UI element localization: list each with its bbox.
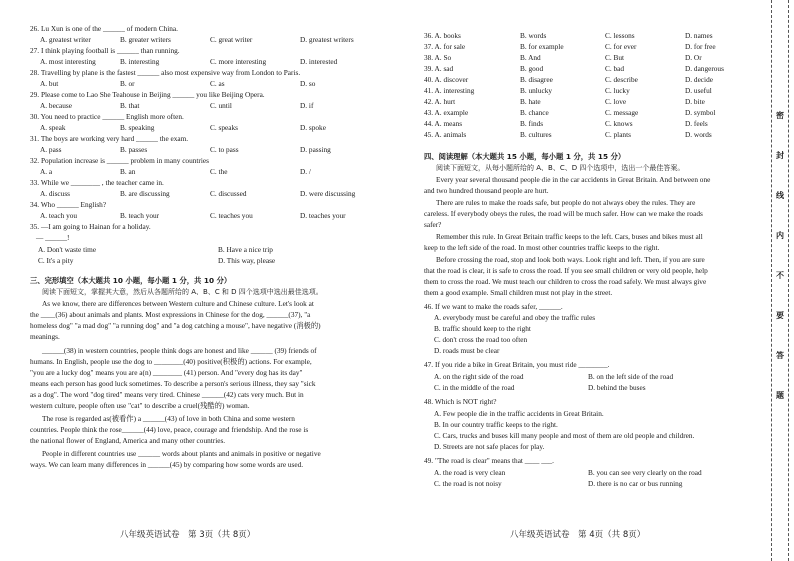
q33-option-a: A. discuss [40, 189, 70, 198]
q48-option-b: B. In our country traffic keeps to the right. [434, 420, 558, 429]
q29-option-d: D. if [300, 101, 314, 110]
section3-title: 三、完形填空（本大题共 10 小题，每小题 1 分，共 10 分） [30, 276, 232, 285]
left-page [0, 0, 395, 561]
q34-stem: 34. Who ______ English? [30, 200, 107, 209]
q35-stem-reply: — ______! [36, 233, 70, 242]
q33-option-b: B. are discussing [120, 189, 170, 198]
q26-option-d: D. greatest writers [300, 35, 354, 44]
q30-option-b: B. speaking [120, 123, 155, 132]
q26-option-c: C. great writer [210, 35, 253, 44]
cloze-option: B. disagree [520, 75, 553, 84]
cloze-option: C. But [605, 53, 625, 62]
cloze-line: As we know, there are differences between Western culture and Chinese culture. Let's look at [42, 299, 314, 308]
q49-stem: 49. "The road is clear" means that ____ ___. [424, 456, 554, 465]
seal-label: 封 [776, 151, 784, 160]
seal-label: 密 [776, 111, 784, 120]
q35-option-a: A. Don't waste time [38, 245, 97, 254]
right-page [400, 0, 765, 561]
passage-line: that the road is clear, it is safe to cross the road. If you see small children or very old people, help [424, 266, 708, 275]
q29-option-c: C. until [210, 101, 232, 110]
q28-option-d: D. so [300, 79, 316, 88]
section4-instructions: 阅读下面短文，从每小题所给的 A、B、C、D 四个选项中，选出一个最佳答案。 [436, 164, 685, 172]
cloze-line: "you are a lucky dog" means you are a(n) ________ (41) person. And "every dog has its day" [30, 368, 303, 377]
cloze-option: 38. A. So [424, 53, 452, 62]
seal-line [771, 0, 772, 561]
cloze-option: 36. A. books [424, 31, 461, 40]
q26-option-b: B. greater writers [120, 35, 171, 44]
q30-option-a: A. speak [40, 123, 66, 132]
passage-line: them to cross the road. We must teach our children to cross the road safely. We must always give [424, 277, 707, 286]
q29-option-a: A. because [40, 101, 73, 110]
q34-option-b: B. teach your [120, 211, 160, 220]
q34-option-a: A. teach you [40, 211, 78, 220]
cloze-line: western culture, people often use "cat" to describe a cruel(残酷的) woman. [30, 401, 250, 410]
q46-stem: 46. If we want to make the roads safer, ______. [424, 302, 563, 311]
q35-stem: 35. —I am going to Hainan for a holiday. [30, 222, 151, 231]
cloze-option: B. chance [520, 108, 549, 117]
q35-option-c: C. It's a pity [38, 256, 74, 265]
passage-line: them a good example. Small children must not play in the street. [424, 288, 613, 297]
cloze-option: D. words [685, 130, 712, 139]
cloze-line: People in different countries use ______ words about plants and animals in positive or negative [42, 449, 321, 458]
q26-stem: 26. Lu Xun is one of the ______ of modern China. [30, 24, 178, 33]
cloze-option: C. lucky [605, 86, 630, 95]
q27-stem: 27. I think playing football is ______ than running. [30, 46, 180, 55]
q32-stem: 32. Population increase is ______ problem in many countries [30, 156, 209, 165]
q48-option-c: C. Cars, trucks and buses kill many people and most of them are old people and children. [434, 431, 695, 440]
cloze-line: homeless dog" "a mad dog" "a running dog" and "a dog catching a mouse", have negative (消极的) [30, 321, 321, 330]
q49-option-c: C. the road is not noisy [434, 479, 502, 488]
cloze-option: D. symbol [685, 108, 716, 117]
q31-option-d: D. passing [300, 145, 331, 154]
passage-line: and two hundred thousand people are hurt. [424, 186, 549, 195]
cloze-line: as a dog". The word "dog tired" means very tired. Chinese ______(42) cats very much. But in [30, 390, 304, 399]
q28-option-c: C. as [210, 79, 225, 88]
q48-option-a: A. Few people die in the traffic accidents in Great Britain. [434, 409, 604, 418]
passage-line: keep to the left side of the road. In most other countries traffic keeps to the right. [424, 243, 660, 252]
section3-instructions: 阅读下面短文，掌握其大意，然后从各题所给的 A、B、C 和 D 四个选项中选出最佳选项。 [42, 288, 323, 296]
q34-option-d: D. teaches your [300, 211, 346, 220]
cloze-option: B. hate [520, 97, 541, 106]
q31-stem: 31. The boys are working very hard ______ the exam. [30, 134, 189, 143]
seal-line-margin [768, 0, 794, 561]
passage-line: Before crossing the road, stop and look both ways. Look right and left. Then, if you are sure [436, 255, 705, 264]
q35-option-b: B. Have a nice trip [218, 245, 273, 254]
q32-option-d: D. / [300, 167, 311, 176]
cloze-option: C. bad [605, 64, 625, 73]
q30-stem: 30. You need to practice ______ English more often. [30, 112, 184, 121]
cloze-line: the ____(36) about animals and plants. Most expressions in Chinese for the dog, ______(37), "a [30, 310, 311, 319]
q33-option-c: C. discussed [210, 189, 247, 198]
cloze-option: C. knows [605, 119, 633, 128]
page-footer-left: 八年级英语试卷 第 3页（共 8页） [120, 530, 256, 540]
q49-option-d: D. there is no car or bus running [588, 479, 683, 488]
q48-stem: 48. Which is NOT right? [424, 397, 497, 406]
passage-line: Remember this rule. In Great Britain traffic keeps to the left. Cars, buses and bikes must all [436, 232, 703, 241]
q48-option-d: D. Streets are not safe places for play. [434, 442, 545, 451]
q35-option-d: D. This way, please [218, 256, 276, 265]
q30-option-c: C. speaks [210, 123, 238, 132]
cloze-option: C. message [605, 108, 639, 117]
q27-option-c: C. more interesting [210, 57, 267, 66]
seal-label: 内 [776, 231, 784, 240]
cloze-option: 45. A. animals [424, 130, 467, 139]
cloze-option: D. for free [685, 42, 716, 51]
q47-option-d: D. behind the buses [588, 383, 646, 392]
q33-stem: 33. While we ________ , the teacher came in. [30, 178, 164, 187]
q34-option-c: C. teaches you [210, 211, 253, 220]
q46-option-d: D. roads must be clear [434, 346, 500, 355]
cloze-line: the national flower of England, America and many other countries. [30, 436, 226, 445]
cloze-option: B. And [520, 53, 541, 62]
q29-option-b: B. that [120, 101, 140, 110]
cloze-option: C. for ever [605, 42, 637, 51]
cloze-line: means each person has good luck sometimes. To describe a person's serious illness, they say "sick [30, 379, 316, 388]
q33-option-d: D. were discussing [300, 189, 356, 198]
cloze-option: 40. A. discover [424, 75, 469, 84]
cloze-line: ______(38) in western countries, people think dogs are honest and like ______ (39) friends of [42, 346, 317, 355]
cloze-option: B. cultures [520, 130, 552, 139]
cloze-option: B. words [520, 31, 547, 40]
seal-label: 题 [776, 391, 784, 400]
passage-line: safer? [424, 220, 442, 229]
cloze-option: C. plants [605, 130, 631, 139]
section4-title: 四、阅读理解（本大题共 15 小题，每小题 1 分，共 15 分） [424, 152, 626, 161]
seal-label: 答 [776, 351, 784, 360]
q46-option-a: A. everybody must be careful and obey the traffic rules [434, 313, 596, 322]
q31-option-c: C. to pass [210, 145, 239, 154]
cloze-line: The rose is regarded as(被看作) a ______(43) of love in both China and some western [42, 414, 295, 423]
cloze-line: humans. In English, people use the dog to ________(40) positive(积极的) actions. For example, [30, 357, 312, 366]
cloze-option: C. describe [605, 75, 638, 84]
passage-line: There are rules to make the roads safe, but people do not always obey the rules. They are [436, 198, 696, 207]
q49-option-a: A. the road is very clean [434, 468, 506, 477]
cloze-option: B. finds [520, 119, 544, 128]
q30-option-d: D. spoke [300, 123, 326, 132]
q47-stem: 47. If you ride a bike in Great Britain, you must ride ________. [424, 360, 610, 369]
q32-option-a: A. a [40, 167, 53, 176]
cloze-option: 41. A. interesting [424, 86, 475, 95]
seal-label: 要 [776, 311, 784, 320]
q47-option-b: B. on the left side of the road [588, 372, 674, 381]
cloze-option: B. for example [520, 42, 564, 51]
cloze-option: D. decide [685, 75, 713, 84]
q47-option-c: C. in the middle of the road [434, 383, 515, 392]
cloze-option: 39. A. sad [424, 64, 454, 73]
cloze-line: ways. We can learn many differences in ______(45) by comparing how some words are used. [30, 460, 304, 469]
q27-option-a: A. most interesting [40, 57, 96, 66]
cloze-option: D. Or [685, 53, 702, 62]
q28-option-b: B. or [120, 79, 135, 88]
cloze-line: countries. People think the rose______(44) love, peace, courage and friendship. And the rose is [30, 425, 309, 434]
cloze-option: D. useful [685, 86, 712, 95]
seal-line [788, 0, 789, 561]
seal-label: 不 [776, 271, 784, 280]
q49-option-b: B. you can see very clearly on the road [588, 468, 702, 477]
cloze-line: meanings. [30, 332, 60, 341]
cloze-option: D. bite [685, 97, 705, 106]
q28-option-a: A. but [40, 79, 59, 88]
q46-option-c: C. don't cross the road too often [434, 335, 528, 344]
cloze-option: D. feels [685, 119, 708, 128]
q46-option-b: B. traffic should keep to the right [434, 324, 531, 333]
q31-option-b: B. passes [120, 145, 148, 154]
cloze-option: 43. A. example [424, 108, 469, 117]
cloze-option: B. good [520, 64, 544, 73]
q47-option-a: A. on the right side of the road [434, 372, 524, 381]
cloze-option: D. dangerous [685, 64, 724, 73]
q31-option-a: A. pass [40, 145, 62, 154]
seal-label: 线 [776, 191, 784, 200]
cloze-option: 42. A. hurt [424, 97, 456, 106]
q26-option-a: A. greatest writer [40, 35, 91, 44]
cloze-option: B. unlucky [520, 86, 553, 95]
page-footer-right: 八年级英语试卷 第 4页（共 8页） [510, 530, 646, 540]
passage-line: careless. If everybody obeys the rules, the road will be much safer. How can we make the roads [424, 209, 703, 218]
q27-option-b: B. interesting [120, 57, 160, 66]
cloze-option: 37. A. for sale [424, 42, 466, 51]
q32-option-c: C. the [210, 167, 228, 176]
q28-stem: 28. Travelling by plane is the fastest ______ also most expensive way from London to Paris. [30, 68, 301, 77]
cloze-option: D. names [685, 31, 713, 40]
cloze-option: C. lessons [605, 31, 635, 40]
cloze-option: 44. A. means [424, 119, 463, 128]
q27-option-d: D. interested [300, 57, 338, 66]
cloze-option: C. love [605, 97, 627, 106]
q32-option-b: B. an [120, 167, 136, 176]
passage-line: Every year several thousand people die in the car accidents in Great Britain. And between one [436, 175, 711, 184]
q29-stem: 29. Please come to Lao She Teahouse in Beijing ______ you like Beijing Opera. [30, 90, 265, 99]
